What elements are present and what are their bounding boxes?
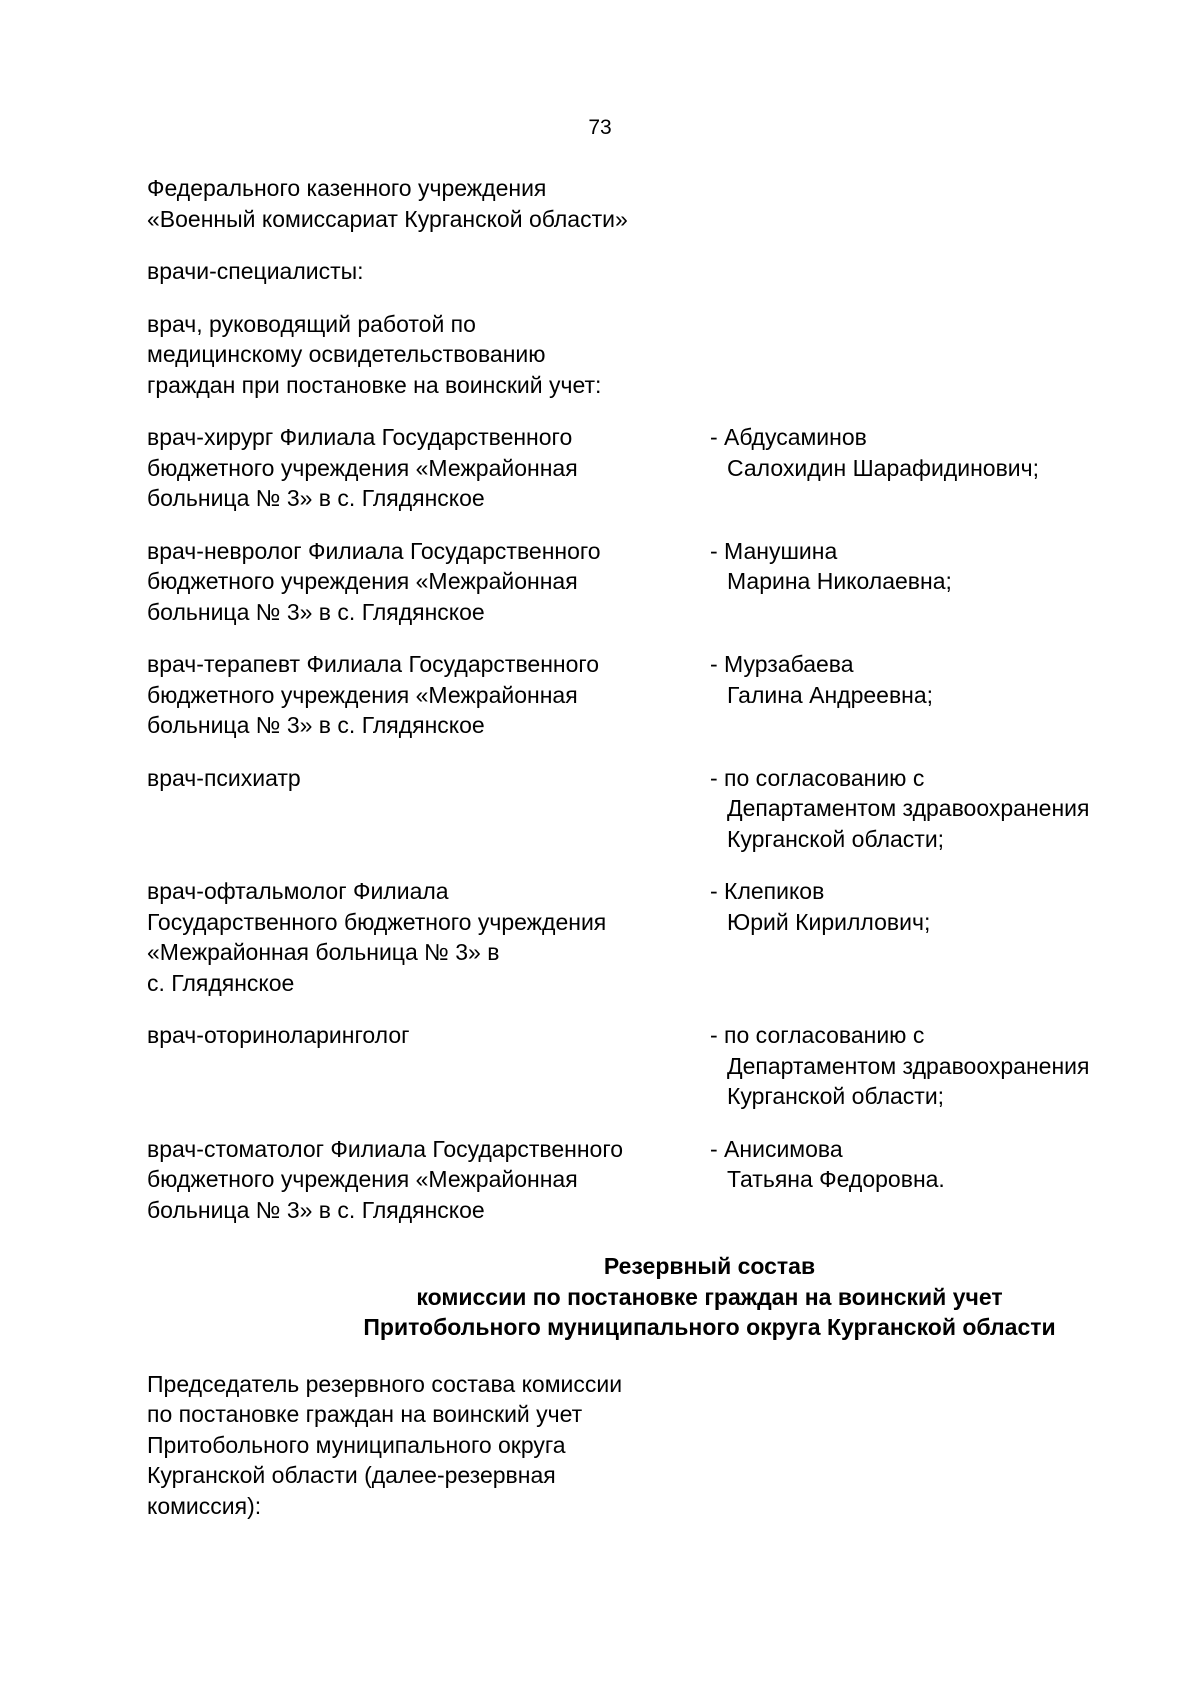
member-role bbox=[147, 536, 710, 628]
specialists-label: врачи-специалисты: bbox=[147, 258, 364, 284]
role-line: врач-хирург Филиала Государственного bbox=[147, 424, 573, 450]
heading-line: комиссии по постановке граждан на воинский учет bbox=[416, 1283, 1003, 1310]
member-row bbox=[147, 1134, 1147, 1226]
role-line: бюджетного учреждения «Межрайонная bbox=[147, 681, 578, 708]
document-body bbox=[147, 173, 1147, 1521]
role-line: больница № 3» в с. Глядянское bbox=[147, 1196, 485, 1223]
name-line: - Анисимова bbox=[710, 1135, 843, 1162]
name-line: - Мурзабаева bbox=[710, 651, 854, 677]
name-line: Татьяна Федоровна. bbox=[727, 1166, 945, 1192]
lead-doctor-line: граждан при постановке на воинский учет: bbox=[147, 371, 602, 398]
page-number: 73 bbox=[588, 116, 612, 139]
name-line: Департаментом здравоохранения bbox=[727, 795, 1090, 821]
name-line: Курганской области; bbox=[727, 1083, 945, 1109]
member-role bbox=[147, 763, 710, 794]
member-row bbox=[147, 876, 1147, 998]
member-row bbox=[147, 536, 1147, 628]
member-name bbox=[710, 536, 1147, 597]
name-line: - Манушина bbox=[710, 537, 838, 564]
member-name bbox=[710, 1020, 1147, 1112]
name-line: Курганской области; bbox=[727, 825, 945, 852]
lead-doctor-block bbox=[147, 309, 1147, 401]
header-line: «Военный комиссариат Курганской области» bbox=[147, 205, 628, 232]
member-row bbox=[147, 763, 1147, 855]
name-line: Юрий Кириллович; bbox=[727, 908, 931, 935]
name-line: - по согласованию с bbox=[710, 764, 925, 791]
name-line: Салохидин Шарафидинович; bbox=[727, 454, 1040, 481]
lead-doctor-line: медицинскому освидетельствованию bbox=[147, 341, 546, 367]
role-line: больница № 3» в с. Глядянское bbox=[147, 712, 485, 738]
heading-line: Притобольного муниципального округа Курганской области bbox=[363, 1314, 1056, 1340]
role-line: «Межрайонная больница № 3» в bbox=[147, 939, 500, 965]
chair-line: комиссия): bbox=[147, 1492, 262, 1519]
chair-line: Притобольного муниципального округа bbox=[147, 1431, 566, 1458]
role-line: с. Глядянское bbox=[147, 969, 295, 996]
name-line: - Клепиков bbox=[710, 878, 825, 904]
role-line: врач-психиатр bbox=[147, 764, 301, 791]
member-role bbox=[147, 1134, 710, 1226]
member-role bbox=[147, 649, 710, 741]
member-name bbox=[710, 876, 1147, 937]
name-line: Департаментом здравоохранения bbox=[727, 1052, 1090, 1079]
lead-doctor-line: врач, руководящий работой по bbox=[147, 310, 476, 337]
chair-line: по постановке граждан на воинский учет bbox=[147, 1401, 583, 1427]
member-name bbox=[710, 649, 1147, 710]
role-line: больница № 3» в с. Глядянское bbox=[147, 485, 485, 511]
name-line: - по согласованию с bbox=[710, 1022, 925, 1048]
member-role bbox=[147, 422, 710, 514]
member-name bbox=[710, 422, 1147, 483]
role-line: врач-невролог Филиала Государственного bbox=[147, 537, 601, 564]
heading-line: Резервный состав bbox=[603, 1253, 816, 1279]
role-line: бюджетного учреждения «Межрайонная bbox=[147, 568, 578, 594]
role-line: больница № 3» в с. Глядянское bbox=[147, 598, 485, 625]
role-line: бюджетного учреждения «Межрайонная bbox=[147, 1166, 578, 1192]
name-line: - Абдусаминов bbox=[710, 424, 867, 450]
chair-line: Курганской области (далее-резервная bbox=[147, 1462, 556, 1488]
reserve-heading bbox=[147, 1251, 1147, 1343]
member-name bbox=[710, 1134, 1147, 1195]
role-line: бюджетного учреждения «Межрайонная bbox=[147, 454, 578, 481]
name-line: Галина Андреевна; bbox=[727, 681, 934, 708]
chair-line: Председатель резервного состава комиссии bbox=[147, 1370, 623, 1397]
member-row bbox=[147, 649, 1147, 741]
member-row bbox=[147, 422, 1147, 514]
role-line: врач-терапевт Филиала Государственного bbox=[147, 651, 600, 677]
name-line: Марина Николаевна; bbox=[727, 568, 952, 594]
member-name bbox=[710, 763, 1147, 855]
header-line: Федерального казенного учреждения bbox=[147, 175, 547, 201]
member-role bbox=[147, 876, 710, 998]
header-block bbox=[147, 173, 1147, 234]
role-line: врач-стоматолог Филиала Государственного bbox=[147, 1135, 624, 1162]
chair-block bbox=[147, 1369, 1147, 1522]
member-row bbox=[147, 1020, 1147, 1112]
role-line: врач-офтальмолог Филиала bbox=[147, 878, 449, 904]
role-line: врач-оториноларинголог bbox=[147, 1022, 410, 1048]
member-role bbox=[147, 1020, 710, 1051]
role-line: Государственного бюджетного учреждения bbox=[147, 908, 607, 935]
